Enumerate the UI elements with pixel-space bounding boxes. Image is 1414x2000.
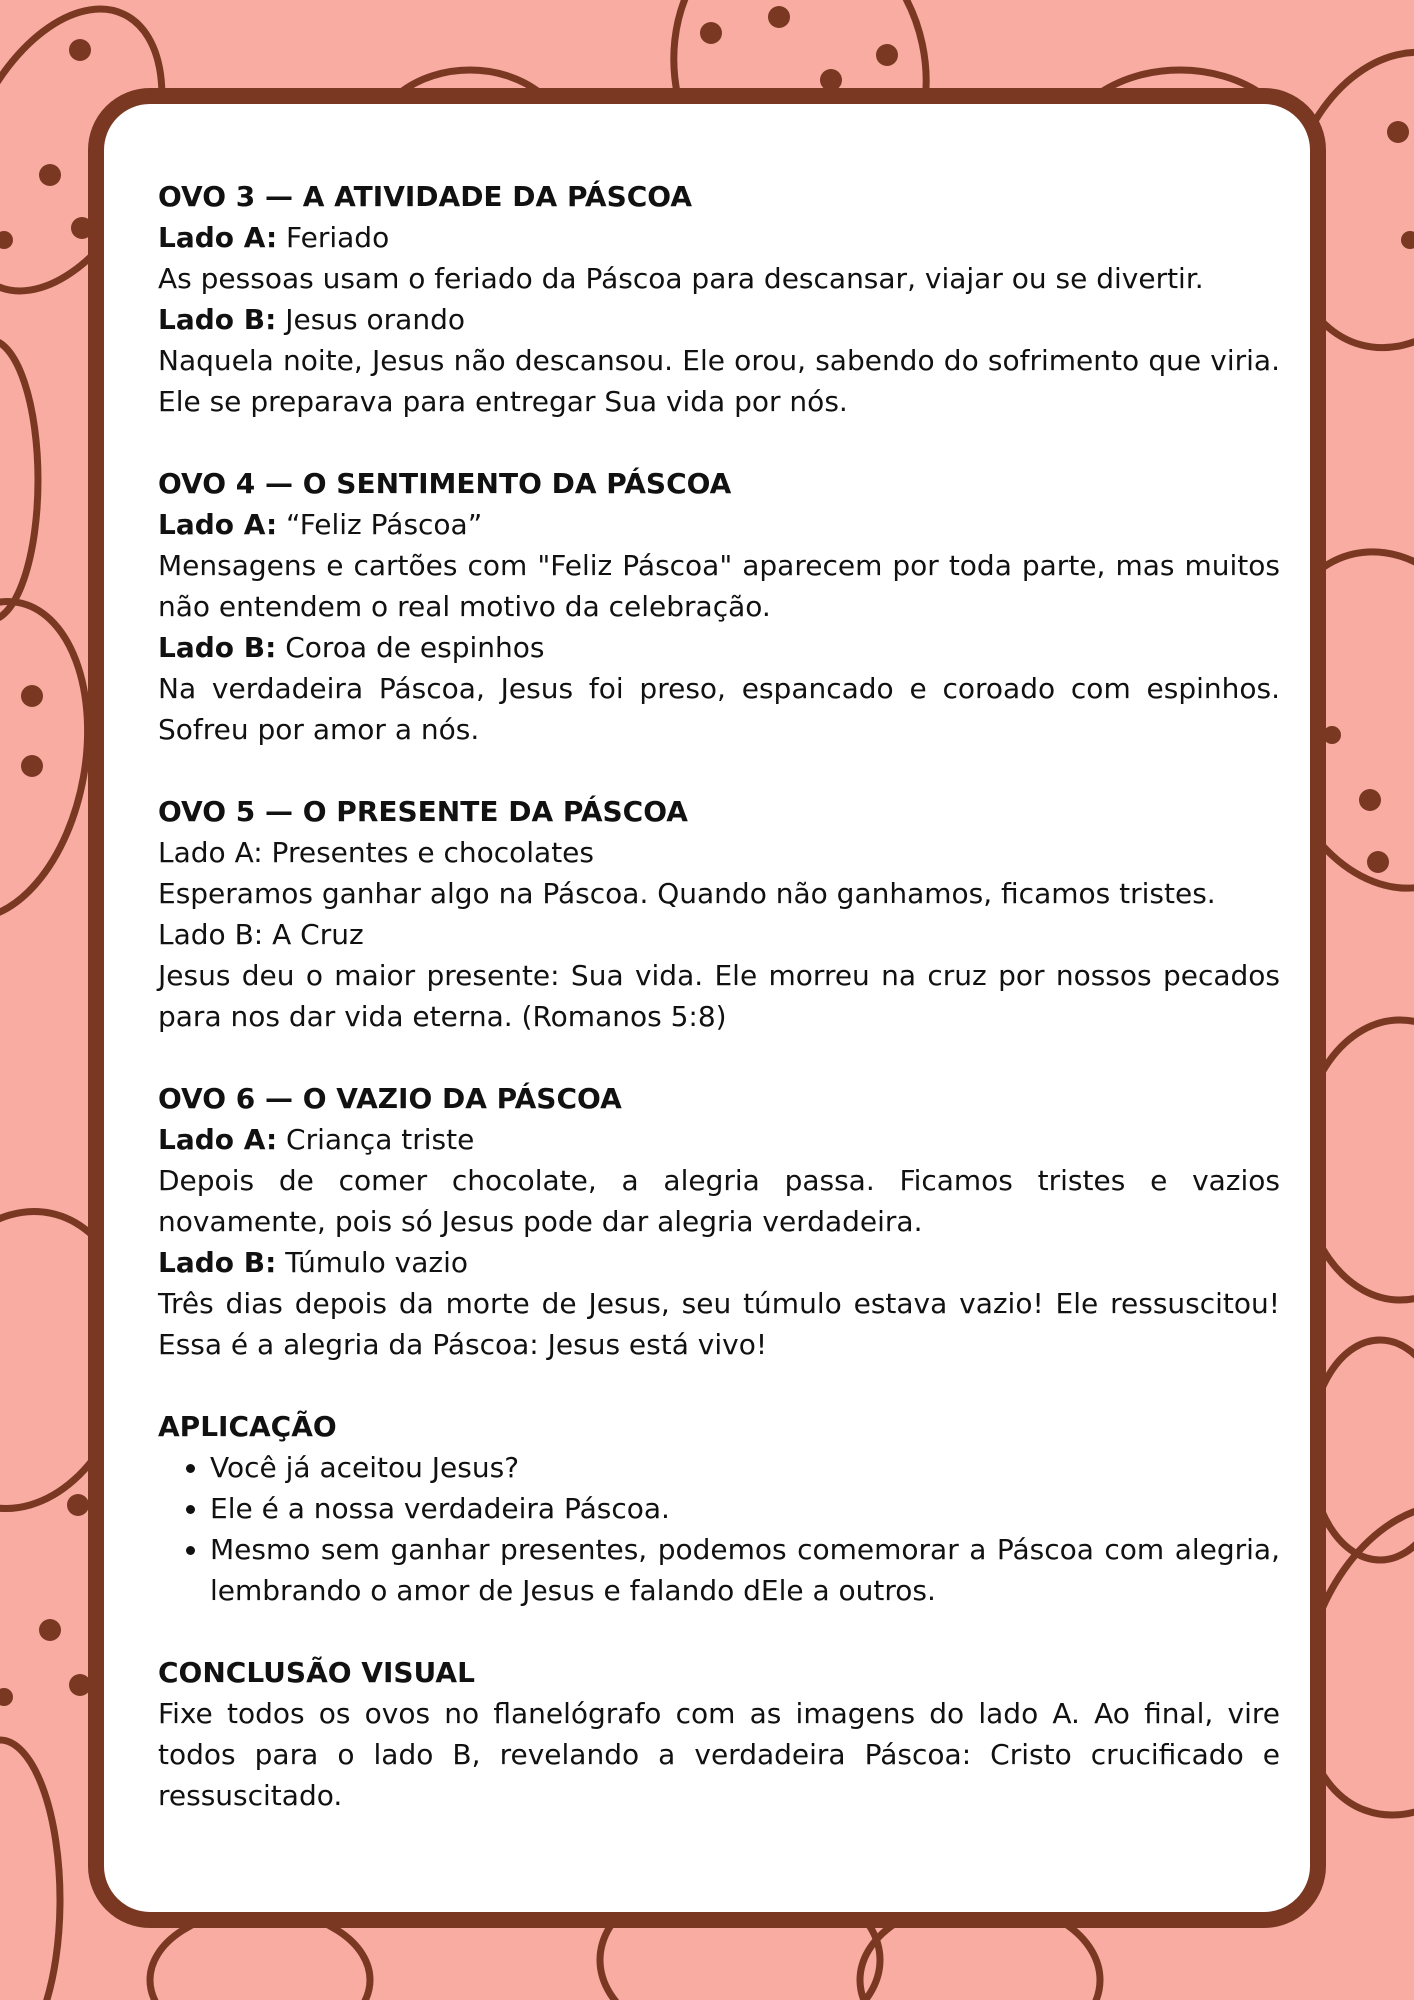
side-a-text: As pessoas usam o feriado da Páscoa para descansar, viajar ou se divertir.	[158, 262, 1204, 295]
section-title: OVO 4 — O SENTIMENTO DA PÁSCOA	[158, 467, 732, 500]
side-a-value: Criança triste	[277, 1123, 475, 1156]
side-a-value: “Feliz Páscoa”	[277, 508, 483, 541]
section-conclusao	[158, 1652, 1280, 1816]
side-b-value: Túmulo vazio	[276, 1246, 468, 1279]
side-a-text: Depois de comer chocolate, a alegria passa. Ficamos tristes e vazios novamente, pois só Jesus pode dar alegria verdadeira.	[158, 1164, 1280, 1238]
section-title: CONCLUSÃO VISUAL	[158, 1656, 475, 1689]
section-ovo-5	[158, 791, 1280, 1037]
section-ovo-6	[158, 1078, 1280, 1365]
list-item: • Mesmo sem ganhar presentes, podemos comemorar a Páscoa com alegria, lembrando o amor de Jesus e falando dEle a outros.	[210, 1529, 1280, 1611]
conclusion-text: Fixe todos os ovos no flanelógrafo com as imagens do lado A. Ao final, vire todos para o lado B, revelando a verdadeira Páscoa: Cristo crucificado e ressuscitado.	[158, 1697, 1280, 1812]
side-a-text: Mensagens e cartões com "Feliz Páscoa" aparecem por toda parte, mas muitos não entendem o real motivo da celebração.	[158, 549, 1280, 623]
side-b-text: Na verdadeira Páscoa, Jesus foi preso, espancado e coroado com espinhos. Sofreu por amor a nós.	[158, 672, 1280, 746]
side-a-text: Esperamos ganhar algo na Páscoa. Quando não ganhamos, ficamos tristes.	[158, 877, 1216, 910]
section-title: OVO 5 — O PRESENTE DA PÁSCOA	[158, 795, 688, 828]
lesson-content	[158, 176, 1280, 1857]
side-b-text: Naquela noite, Jesus não descansou. Ele orou, sabendo do sofrimento que viria. Ele se preparava para entregar Sua vida por nós.	[158, 344, 1280, 418]
side-a-line	[158, 1119, 1280, 1160]
side-b-value: Coroa de espinhos	[276, 631, 545, 664]
section-title: OVO 3 — A ATIVIDADE DA PÁSCOA	[158, 180, 693, 213]
side-b-line	[158, 1242, 1280, 1283]
content-card	[88, 88, 1326, 1928]
application-list	[158, 1447, 1280, 1611]
side-b-line: Lado B: A Cruz	[158, 918, 364, 951]
egg-icon	[0, 1740, 60, 2000]
section-aplicacao	[158, 1406, 1280, 1611]
side-a-value: Feriado	[277, 221, 390, 254]
side-b-label: Lado B:	[158, 303, 277, 336]
side-a-line	[158, 504, 1280, 545]
side-b-line	[158, 627, 1280, 668]
section-title: OVO 6 — O VAZIO DA PÁSCOA	[158, 1082, 622, 1115]
section-ovo-3	[158, 176, 1280, 422]
side-b-text: Jesus deu o maior presente: Sua vida. Ele morreu na cruz por nossos pecados para nos dar vida eterna. (Romanos 5:8)	[158, 959, 1280, 1033]
side-b-value: Jesus orando	[276, 303, 465, 336]
side-b-line	[158, 299, 1280, 340]
side-a-label: Lado A:	[158, 508, 278, 541]
egg-icon	[0, 340, 38, 620]
side-a-line	[158, 217, 1280, 258]
side-a-label: Lado A:	[158, 221, 278, 254]
side-a-label: Lado A:	[158, 1123, 278, 1156]
side-a-line: Lado A: Presentes e chocolates	[158, 836, 594, 869]
side-b-text: Três dias depois da morte de Jesus, seu túmulo estava vazio! Ele ressuscitou! Essa é a alegria da Páscoa: Jesus está vivo!	[158, 1287, 1280, 1361]
list-item: • Ele é a nossa verdadeira Páscoa.	[210, 1488, 1280, 1529]
section-title: APLICAÇÃO	[158, 1410, 337, 1443]
list-item: • Você já aceitou Jesus?	[210, 1447, 1280, 1488]
side-b-label: Lado B:	[158, 631, 277, 664]
side-b-label: Lado B:	[158, 1246, 277, 1279]
section-ovo-4	[158, 463, 1280, 750]
